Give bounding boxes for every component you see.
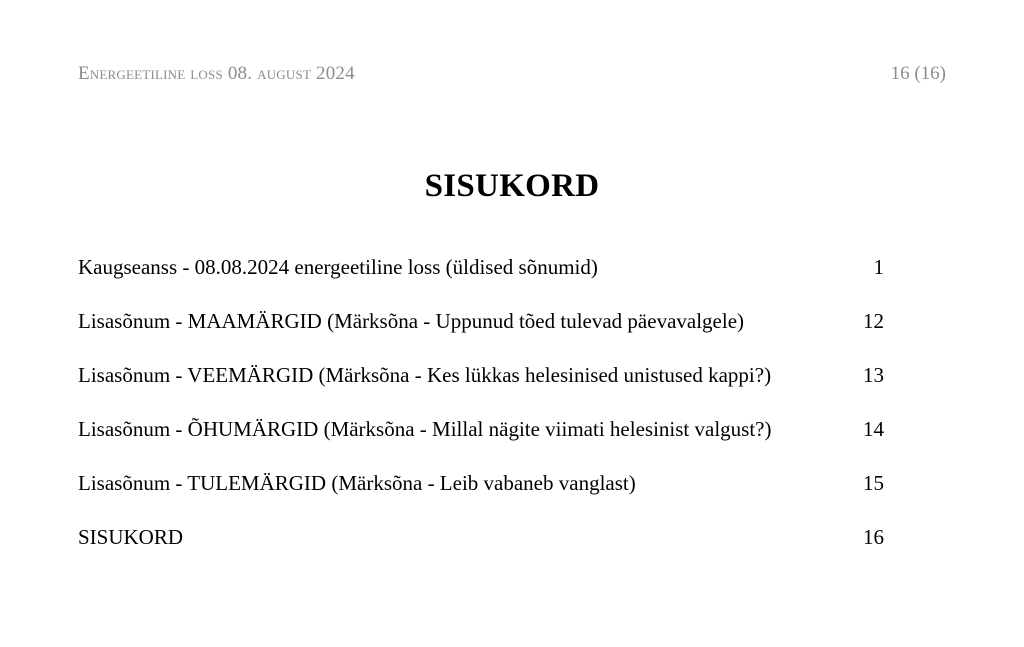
toc-entry-title: Lisasõnum - ÕHUMÄRGID (Märksõna - Millal nägite viimati helesinist valgust?) — [78, 417, 772, 441]
toc-heading: SISUKORD — [424, 168, 600, 204]
toc-entry-title: Lisasõnum - MAAMÄRGID (Märksõna - Uppunud tõed tulevad päevavalgele) — [78, 309, 745, 333]
table-of-contents — [78, 255, 884, 579]
toc-entry-page-number: 12 — [863, 309, 884, 333]
page-number-indicator: 16 (16) — [890, 63, 946, 84]
running-header-title: Energeetiline loss 08. august 2024 — [78, 63, 355, 84]
toc-entry-title: Lisasõnum - VEEMÄRGID (Märksõna - Kes lükkas helesinised unistused kappi?) — [78, 363, 772, 387]
toc-entry-page-number: 13 — [863, 363, 884, 387]
toc-entry-page-number: 15 — [863, 471, 884, 495]
toc-entry[interactable] — [78, 363, 884, 417]
toc-entry-page-number: 1 — [873, 255, 884, 279]
toc-entry-title: SISUKORD — [78, 525, 184, 549]
toc-entry[interactable] — [78, 309, 884, 363]
toc-entry-title: Kaugseanss - 08.08.2024 energeetiline loss (üldised sõnumid) — [78, 255, 598, 279]
toc-entry[interactable] — [78, 525, 884, 579]
toc-entry[interactable] — [78, 417, 884, 471]
toc-entry[interactable] — [78, 471, 884, 525]
toc-entry-title: Lisasõnum - TULEMÄRGID (Märksõna - Leib vabaneb vanglast) — [78, 471, 636, 495]
toc-entry-page-number: 14 — [863, 417, 884, 441]
toc-entry-page-number: 16 — [863, 525, 884, 549]
toc-entry[interactable] — [78, 255, 884, 309]
